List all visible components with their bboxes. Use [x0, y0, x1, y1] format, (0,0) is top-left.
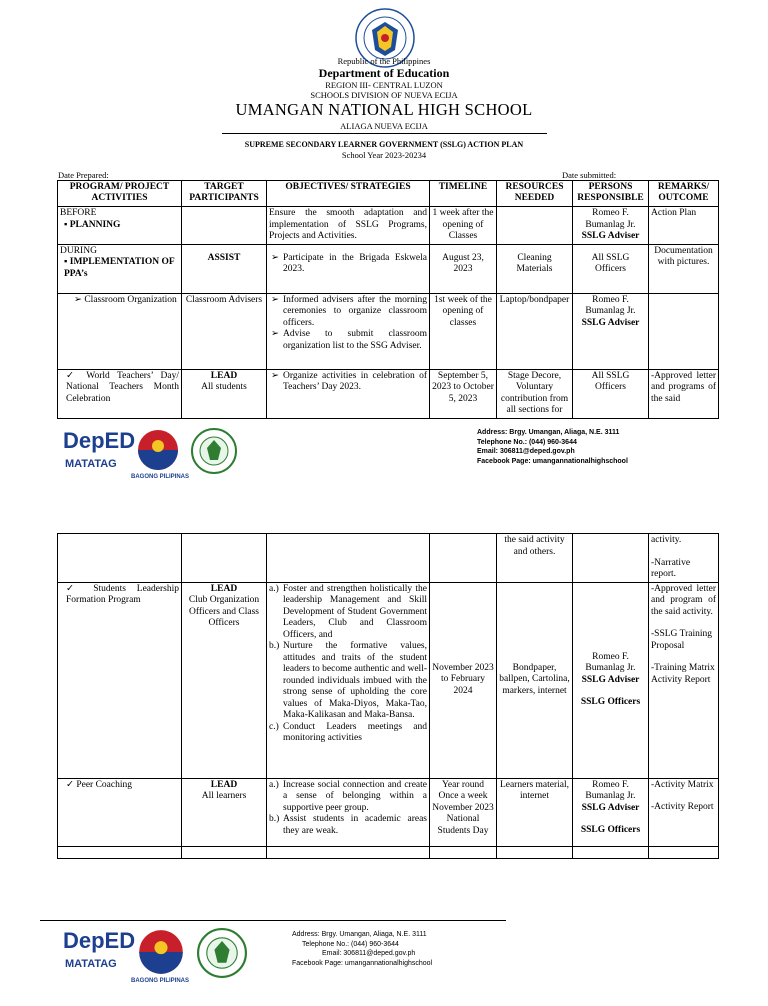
remarks-text: -Approved letter and programs of the said [649, 369, 719, 418]
resources-text: Learners material, internet [497, 778, 573, 846]
footer-logos [63, 428, 243, 488]
target-head: LEAD [210, 779, 238, 790]
person-name: Romeo F. Bumanlag Jr. [585, 651, 636, 673]
activity-title: Classroom Organization [84, 294, 177, 305]
person-role: SSLG Adviser [581, 674, 640, 685]
resources-text: Bondpaper, ballpen, Cartolina, markers, internet [497, 582, 573, 778]
objective-text: Nurture the formative values, attitudes and traits of the student leaders to become authentic and well-rounded individuals imbued with the strong sense of upholding the core values of Maka-Diyos, Maka-Tao, Maka-Kalikasan and Maka-Bansa. [283, 641, 427, 720]
matatag-logo: MATATAG [65, 958, 117, 970]
person-name: Romeo F. Bumanlag Jr. [585, 294, 636, 316]
target-text: Classroom Advisers [182, 293, 267, 369]
bagong-pilipinas-icon [133, 928, 189, 976]
doc-title: SUPREME SECONDARY LEARNER GOVERNMENT (SSLG) ACTION PLAN [244, 140, 524, 149]
target-head: LEAD [210, 370, 238, 381]
date-submitted-label: Date submitted: [562, 170, 617, 180]
person-role: SSLG Officers [580, 697, 641, 707]
activity-title: Peer Coaching [76, 779, 133, 790]
footer-facebook: Facebook Page: umangannationalhighschool [292, 959, 433, 967]
col-objectives: OBJECTIVES/ STRATEGIES [267, 181, 430, 207]
timeline-text: November 2023 to February 2024 [430, 582, 497, 778]
activity-title: World Teachers’ Day/ National Teachers Month Celebration [66, 370, 179, 404]
target-head: LEAD [210, 583, 238, 594]
target-text: ASSIST [182, 244, 267, 293]
objective-text: Assist students in academic areas they are weak. [283, 814, 427, 836]
timeline-text: Year round Once a week November 2023 National Students Day [430, 778, 497, 846]
activity-title: IMPLEMENTATION OF PPA’s [64, 257, 175, 279]
bagong-pilipinas-icon [133, 428, 183, 472]
remarks-text: activity. [651, 535, 682, 545]
footer-email: Email: 306811@deped.gov.ph [477, 448, 575, 455]
person-role: SSLG Officers [580, 825, 641, 835]
person-name: Romeo F. Bumanlag Jr. [585, 208, 636, 230]
action-plan-table [57, 180, 719, 419]
school-name: UMANGAN NATIONAL HIGH SCHOOL [235, 100, 533, 119]
republic-line: Republic of the Philippines [337, 56, 431, 66]
bagong-pilipinas-text: BAGONG PILIPINAS [131, 978, 190, 984]
table-row [58, 534, 719, 583]
target-text: All learners [201, 791, 247, 801]
footer-email: Email: 306811@deped.gov.ph [322, 950, 416, 957]
timeline-text: 1st week of the opening of classes [430, 293, 497, 369]
footer-facebook: Facebook Page: umangannationalhighschool [477, 457, 628, 465]
col-resources: RESOURCES NEEDED [497, 181, 573, 207]
footer-address: Address: Brgy. Umangan, Aliaga, N.E. 3111 [292, 931, 427, 938]
school-year: School Year 2023-20234 [341, 150, 427, 160]
person-role: SSLG Adviser [581, 802, 640, 813]
department-name: Department of Education [318, 66, 450, 80]
matatag-logo: MATATAG [65, 458, 117, 470]
objective-text: Ensure the smooth adaptation and implementation of SSLG Programs, Projects and Activities. [267, 207, 430, 245]
table-row: ✓ Peer Coaching LEAD All learners a.) Increase social connection and create a sense of belonging within a supportive peer group. b.) Assist students in academic areas they are weak. Year round Once a week November 2023 National Students Day Learners material, internet Romeo F. Bumanlag Jr. SSLG Adviser SSLG Officers -Activity Matrix -Activity Report [58, 778, 719, 846]
footer-telephone: Telephone No.: (044) 960-3644 [477, 438, 577, 446]
timeline-text: September 5, 2023 to October 5, 2023 [430, 369, 497, 418]
person-role: SSLG Adviser [581, 231, 640, 241]
table-row [58, 369, 719, 418]
remarks-text: -Training Matrix Activity Report [651, 663, 715, 685]
remarks-text: -SSLG Training Proposal [651, 629, 712, 651]
remarks-text: Action Plan [649, 207, 719, 245]
objective-text: ➢ Organize activities in celebration of Teachers’ Day 2023. [283, 371, 427, 394]
remarks-text: -Activity Report [651, 802, 714, 812]
remarks-text: -Narrative report. [651, 557, 691, 579]
col-remarks: REMARKS/ OUTCOME [649, 181, 719, 207]
remarks-text: Documentation with pictures. [649, 244, 719, 293]
col-persons: PERSONS RESPONSIBLE [573, 181, 649, 207]
persons-text: All SSLG Officers [573, 369, 649, 418]
header-rule [222, 133, 547, 134]
footer-address-block [477, 428, 628, 466]
school-seal-icon [197, 928, 247, 978]
timeline-text: August 23, 2023 [430, 244, 497, 293]
resources-text: Laptop/bondpaper [497, 293, 573, 369]
objective-text: Foster and strengthen holistically the leadership Management and Skill Development of Student Government Leaders, Club and Classroom Officers, and [283, 583, 427, 640]
table-row [58, 207, 719, 245]
activity-title: Students Leadership Formation Program [66, 583, 179, 605]
date-prepared-label: Date Prepared: [58, 170, 109, 180]
footer-logos-2 [63, 928, 253, 998]
objective-text: Increase social connection and create a sense of belonging within a supportive peer group. [283, 779, 427, 813]
col-program: PROGRAM/ PROJECT ACTIVITIES [58, 181, 182, 207]
resources-text: the said activity and others. [497, 534, 573, 583]
region-line: REGION III- CENTRAL LUZON [325, 80, 443, 90]
resources-text: Stage Decore, Voluntary contribution from all sections for [497, 369, 573, 418]
table-row: ✓ Students Leadership Formation Program LEAD Club Organization Officers and Class Officers a.) Foster and strengthen holistically the leadership Management and Skill Development of Student Government Leaders, Club and Classroom Officers, and b.) Nurture the formative values, attitudes and traits of the student leaders to become authentic and well-rounded individuals imbued with the strong sense of upholding the core values of Maka-Diyos, Maka-Tao, Maka-Kalikasan and Maka-Bansa. c.) Conduct Leaders meetings and monitoring activities November 2023 to February 2024 Bondpaper, ballpen, Cartolina, markers, internet Romeo F. Bumanlag Jr. SSLG Adviser SSLG Officers -Approved letter and program of the said activity. -SSLG Training Proposal -Training Matrix Activity Report [58, 582, 719, 778]
table-row [58, 846, 719, 858]
phase-label: DURING [60, 245, 97, 256]
remarks-text: -Approved letter and program of the said activity. [651, 583, 716, 617]
target-text: Club Organization Officers and Class Officers [188, 595, 260, 628]
col-timeline: TIMELINE [430, 181, 497, 207]
objective-text: Conduct Leaders meetings and monitoring activities [283, 721, 427, 743]
bagong-pilipinas-text: BAGONG PILIPINAS [131, 474, 190, 480]
persons-text: All SSLG Officers [573, 244, 649, 293]
person-name: Romeo F. Bumanlag Jr. [585, 779, 636, 801]
action-plan-table-continued [57, 533, 719, 859]
remarks-text: -Activity Matrix [651, 779, 714, 790]
school-location: ALIAGA NUEVA ECIJA [340, 121, 428, 131]
footer-rule [40, 920, 506, 921]
col-target: TARGET PARTICIPANTS [182, 181, 267, 207]
resources-text: Cleaning Materials [497, 244, 573, 293]
objective-text: ➢ Participate in the Brigada Eskwela 2023. [283, 253, 427, 276]
school-seal-icon [191, 428, 237, 474]
person-role: SSLG Adviser [581, 317, 640, 328]
target-text: All students [201, 382, 247, 392]
objective-text: ➢ Advise to submit classroom organization list to the SSG Adviser. [283, 329, 427, 352]
timeline-text: 1 week after the opening of Classes [430, 207, 497, 245]
footer-address: Address: Brgy. Umangan, Aliaga, N.E. 3111 [477, 429, 620, 436]
deped-logo: DepED [63, 928, 136, 953]
footer-address-block-2 [292, 930, 432, 968]
division-line: SCHOOLS DIVISION OF NUEVA ECIJA [310, 90, 458, 100]
objective-text: ➢ Informed advisers after the morning ceremonies to organize classroom officers. [283, 295, 427, 330]
table-row [58, 293, 719, 369]
table-header-row [58, 181, 719, 207]
activity-title: ▪ PLANNING [60, 220, 179, 232]
table-row [58, 244, 719, 293]
phase-label: BEFORE [60, 208, 97, 218]
footer-telephone: Telephone No.: (044) 960-3644 [302, 940, 399, 948]
deped-logo: DepED [63, 428, 136, 453]
